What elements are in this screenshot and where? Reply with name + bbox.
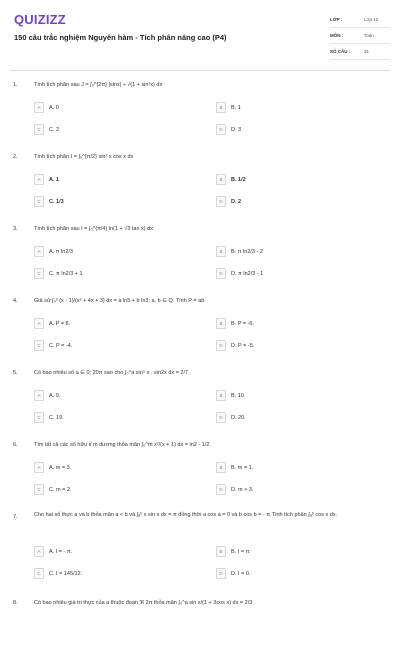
option-a[interactable] — [34, 246, 204, 257]
meta-value: Lớp 12 — [364, 17, 379, 22]
option-b[interactable] — [216, 546, 386, 557]
option-d[interactable] — [216, 568, 386, 579]
question-2 — [0, 150, 400, 222]
question-number: 2. — [13, 154, 18, 160]
question-number: 8. — [13, 600, 18, 606]
option-badge: A — [34, 174, 44, 185]
option-text: B. I = π. — [231, 548, 251, 555]
option-d[interactable] — [216, 196, 386, 207]
question-text: Cho hai số thực a và b thỏa mãn a < b và ∫ₐᵇ x sin x dx = π đồng thời a cos a = 0 và b cos b = - π.Tính tích phân ∫ₐᵇ cos x dx. — [34, 512, 338, 518]
option-badge: D — [216, 412, 226, 423]
option-text: C. 19. — [49, 414, 64, 421]
question-number: 7. — [13, 514, 18, 520]
option-badge: B — [216, 102, 226, 113]
option-badge: D — [216, 484, 226, 495]
meta-label: SỐ CÂU : — [330, 49, 351, 54]
quizizz-logo: QUIZIZZ — [14, 12, 66, 27]
option-d[interactable] — [216, 484, 386, 495]
option-a[interactable] — [34, 318, 204, 329]
meta-table — [330, 12, 390, 60]
question-1 — [0, 78, 400, 150]
option-c[interactable] — [34, 568, 204, 579]
option-text: C. 2 — [49, 126, 60, 133]
option-b[interactable] — [216, 318, 386, 329]
option-text: B. 10. — [231, 392, 246, 399]
meta-row-subject — [330, 28, 390, 44]
option-badge: A — [34, 546, 44, 557]
option-text: D. m > 3. — [231, 486, 254, 493]
option-text: D. P = -5. — [231, 342, 255, 349]
page-header — [0, 0, 400, 66]
question-6 — [0, 438, 400, 510]
question-text: Có bao nhiêu số a ∈ 0; 20π sao cho ∫₀^a sin⁵ x . sin2x dx = 2/7 — [34, 370, 189, 376]
question-4 — [0, 294, 400, 366]
option-badge: D — [216, 124, 226, 135]
option-badge: B — [216, 318, 226, 329]
option-text: C. P = -4. — [49, 342, 73, 349]
option-text: D. I = 0. — [231, 570, 251, 577]
question-number: 1. — [13, 82, 18, 88]
question-text: Tính tích phân sau I = ∫₀^{π/4} ln(1 + √3 tan x) dx — [34, 226, 153, 232]
option-badge: B — [216, 390, 226, 401]
question-3 — [0, 222, 400, 294]
option-badge: A — [34, 462, 44, 473]
option-badge: D — [216, 340, 226, 351]
option-text: D. 3 — [231, 126, 242, 133]
option-badge: A — [34, 246, 44, 257]
option-a[interactable] — [34, 462, 204, 473]
option-badge: D — [216, 568, 226, 579]
option-d[interactable] — [216, 340, 386, 351]
option-d[interactable] — [216, 124, 386, 135]
option-badge: C — [34, 124, 44, 135]
option-c[interactable] — [34, 196, 204, 207]
option-c[interactable] — [34, 124, 204, 135]
option-badge: B — [216, 462, 226, 473]
option-badge: C — [34, 196, 44, 207]
option-badge: C — [34, 340, 44, 351]
option-badge: A — [34, 102, 44, 113]
option-text: C. 1/3 — [49, 198, 64, 205]
option-text: B. 1/2 — [231, 176, 246, 183]
option-text: D. π ln2/3 - 1 — [231, 270, 264, 277]
question-7 — [0, 510, 400, 596]
option-text: D. 2 — [231, 198, 242, 205]
question-number: 6. — [13, 442, 18, 448]
option-text: C. π ln2/3 + 1 — [49, 270, 83, 277]
option-text: B. π ln2/3 - 2 — [231, 248, 263, 255]
option-text: C. m = 2. — [49, 486, 72, 493]
option-b[interactable] — [216, 462, 386, 473]
question-5 — [0, 366, 400, 438]
option-badge: C — [34, 568, 44, 579]
question-number: 4. — [13, 298, 18, 304]
option-badge: C — [34, 268, 44, 279]
header-divider — [10, 70, 390, 71]
question-8 — [0, 596, 400, 668]
option-text: D. 20. — [231, 414, 246, 421]
option-text: B. P = -6. — [231, 320, 254, 327]
option-badge: D — [216, 196, 226, 207]
option-text: C. I = 145/12. — [49, 570, 83, 577]
meta-row-class — [330, 12, 390, 28]
page-title: 150 câu trắc nghiệm Nguyên hàm - Tích phân nâng cao (P4) — [14, 33, 227, 42]
meta-row-count — [330, 44, 390, 60]
option-badge: C — [34, 484, 44, 495]
option-a[interactable] — [34, 102, 204, 113]
option-c[interactable] — [34, 268, 204, 279]
question-number: 5. — [13, 370, 18, 376]
question-list — [0, 78, 400, 668]
option-badge: D — [216, 268, 226, 279]
question-text: Tìm tất cả các số hữu tỉ m dương thỏa mãn ∫₀^m x²/(x + 1) dx = ln2 - 1/2 — [34, 442, 210, 448]
option-text: A. P = 8. — [49, 320, 71, 327]
option-d[interactable] — [216, 412, 386, 423]
question-number: 3. — [13, 226, 18, 232]
option-text: A. 1 — [49, 176, 60, 183]
option-text: B. m = 1. — [231, 464, 254, 471]
option-text: A. 9. — [49, 392, 61, 399]
option-text: A. π ln2/3 — [49, 248, 73, 255]
option-a[interactable] — [34, 546, 204, 557]
option-c[interactable] — [34, 412, 204, 423]
option-text: B. 1 — [231, 104, 241, 111]
option-c[interactable] — [34, 484, 204, 495]
option-badge: C — [34, 412, 44, 423]
question-text: Tính tích phân I = ∫₀^{π/2} sin² x cos x dx — [34, 154, 134, 160]
option-text: A. 0 — [49, 104, 59, 111]
meta-label: MÔN : — [330, 33, 344, 38]
meta-label: LỚP : — [330, 17, 343, 22]
option-a[interactable] — [34, 390, 204, 401]
option-text: A. m = 3. — [49, 464, 72, 471]
option-badge: B — [216, 246, 226, 257]
option-a[interactable] — [34, 174, 204, 185]
option-b[interactable] — [216, 246, 386, 257]
option-badge: A — [34, 318, 44, 329]
option-c[interactable] — [34, 340, 204, 351]
question-text: Có bao nhiêu giá trị thực của a thuộc đoạn ℜ 2π thỏa mãn ∫₀^a sin x/(1 + 3cos x) dx = 2/3 — [34, 600, 253, 606]
option-b[interactable] — [216, 390, 386, 401]
meta-value: Toán — [364, 33, 374, 38]
option-text: A. I = - π. — [49, 548, 73, 555]
option-badge: B — [216, 546, 226, 557]
option-badge: B — [216, 174, 226, 185]
meta-value: 31 — [364, 49, 370, 54]
option-b[interactable] — [216, 102, 386, 113]
question-text: Giả sử ∫₀² (x - 1)/(x² + 4x + 3) dx = a ln5 + b ln3; a, b ∈ Q. Tính P = ab. — [34, 298, 206, 304]
option-d[interactable] — [216, 268, 386, 279]
option-badge: A — [34, 390, 44, 401]
question-text: Tính tích phân sau J = ∫₀^{2π} |sinx| ÷ √(1 + sin²x) dx — [34, 82, 163, 88]
option-b[interactable] — [216, 174, 386, 185]
